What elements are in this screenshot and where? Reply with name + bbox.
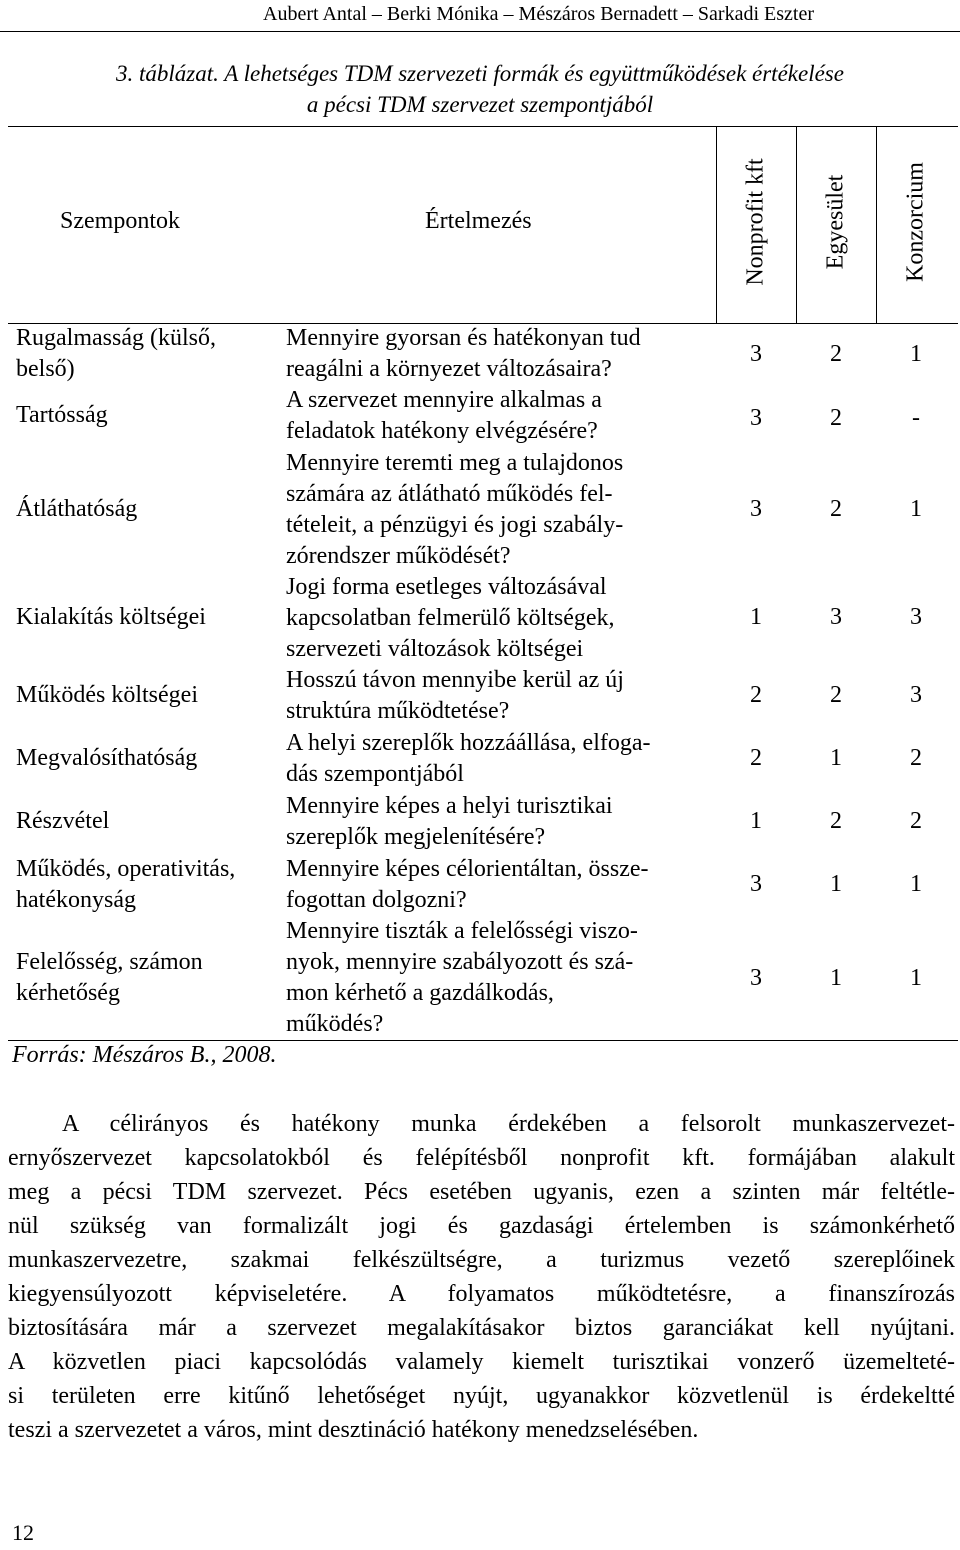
header-aspects: Szempontok: [60, 208, 180, 234]
interpretation-text: feladatok hatékony elvégzésére?: [286, 418, 598, 444]
aspect-cell: [16, 494, 137, 525]
interpretation-text: szervezeti változások költségei: [286, 636, 584, 662]
aspect-text: Tartósság: [16, 402, 108, 428]
score-association: 1: [830, 965, 842, 991]
score-consortium: -: [912, 405, 920, 431]
score-consortium: 2: [910, 808, 922, 834]
interpretation-cell: [286, 916, 638, 1040]
score-nonprofit: 1: [750, 808, 762, 834]
table-bottom-rule: [8, 1040, 958, 1041]
interpretation-text: struktúra működtetése?: [286, 698, 510, 724]
interpretation-text: mon kérhető a gazdálkodás,: [286, 980, 554, 1006]
interpretation-text: Jogi forma esetleges változásával: [286, 574, 607, 600]
score-consortium: 1: [910, 965, 922, 991]
header-nonprofit: Nonprofit kft: [742, 158, 769, 286]
interpretation-cell: [286, 791, 613, 853]
aspect-cell: [16, 854, 235, 916]
interpretation-text: zórendszer működését?: [286, 543, 511, 569]
aspect-text: Részvétel: [16, 808, 110, 834]
score-association: 3: [830, 604, 842, 630]
score-consortium: 1: [910, 341, 922, 367]
header-divider: [716, 126, 717, 323]
interpretation-cell: [286, 728, 651, 790]
paragraph-line: meg a pécsi TDM szervezet. Pécs esetében ugyanis, ezen a szinten már feltétle-: [8, 1179, 955, 1205]
interpretation-text: dás szempontjából: [286, 761, 464, 787]
table-caption-line: 3. táblázat. A lehetséges TDM szervezeti formák és együttműködések értékelése: [116, 61, 844, 86]
interpretation-text: fogottan dolgozni?: [286, 887, 467, 913]
interpretation-text: Mennyire teremti meg a tulajdonos: [286, 450, 624, 476]
score-row: [716, 604, 956, 634]
interpretation-text: A szervezet mennyire alkalmas a: [286, 387, 602, 413]
score-row: [716, 341, 956, 371]
interpretation-cell: [286, 323, 641, 385]
score-row: [716, 745, 956, 775]
paragraph-line: ernyőszervezet kapcsolatokból és felépítésből nonprofit kft. formájában alakult: [8, 1145, 955, 1171]
score-association: 1: [830, 871, 842, 897]
score-nonprofit: 3: [750, 965, 762, 991]
score-nonprofit: 3: [750, 405, 762, 431]
paragraph-line: A közvetlen piaci kapcsolódás valamely kiemelt turisztikai vonzerő üzemelteté-: [8, 1349, 955, 1375]
interpretation-cell: [286, 385, 602, 447]
header-divider: [796, 126, 797, 323]
paragraph-line: munkaszervezetre, szakmai felkészültségre, a turizmus vezető szereplőinek: [8, 1247, 955, 1273]
page-number: 12: [12, 1520, 34, 1545]
paragraph-line: nül szükség van formalizált jogi és gazdasági értelemben is számonkérhető: [8, 1213, 955, 1239]
score-association: 2: [830, 405, 842, 431]
score-association: 2: [830, 496, 842, 522]
score-association: 2: [830, 341, 842, 367]
table-top-rule: [8, 126, 958, 127]
score-nonprofit: 3: [750, 341, 762, 367]
header-interpretation: Értelmezés: [425, 208, 532, 234]
interpretation-cell: [286, 448, 623, 572]
interpretation-text: Mennyire tiszták a felelősségi viszo-: [286, 918, 638, 944]
score-consortium: 1: [910, 496, 922, 522]
table-caption-line: a pécsi TDM szervezet szempontjából: [306, 92, 654, 117]
running-header: [0, 0, 960, 32]
aspect-cell: [16, 806, 109, 837]
running-header-authors: Aubert Antal – Berki Mónika – Mészáros Bernadett – Sarkadi Eszter: [263, 3, 814, 25]
aspect-cell: [16, 602, 206, 633]
interpretation-text: Mennyire gyorsan és hatékonyan tud: [286, 325, 641, 351]
score-nonprofit: 1: [750, 604, 762, 630]
score-consortium: 3: [910, 682, 922, 708]
aspect-cell: [16, 743, 197, 774]
interpretation-text: nyok, mennyire szabályozott és szá-: [286, 949, 634, 975]
interpretation-text: Hosszú távon mennyibe kerül az új: [286, 667, 624, 693]
aspect-text: kérhetőség: [16, 980, 120, 1006]
header-association: Egyesület: [822, 174, 849, 270]
interpretation-text: kapcsolatban felmerülő költségek,: [286, 605, 615, 631]
body-paragraph: [8, 1107, 955, 1447]
interpretation-cell: [286, 572, 615, 665]
paragraph-line: biztosítására már a szervezet megalakításakor biztos garanciákat kell nyújtani.: [8, 1315, 955, 1341]
score-row: [716, 965, 956, 995]
table-caption: [0, 58, 960, 120]
aspect-text: belső): [16, 356, 75, 382]
score-association: 1: [830, 745, 842, 771]
score-row: [716, 871, 956, 901]
score-association: 2: [830, 682, 842, 708]
header-divider: [876, 126, 877, 323]
interpretation-text: működés?: [286, 1011, 384, 1037]
interpretation-text: A helyi szereplők hozzáállása, elfoga-: [286, 730, 651, 756]
paragraph-line: si területen erre kitűnő lehetőséget nyújt, ugyanakkor közvetlenül is érdekeltté: [8, 1383, 955, 1409]
score-association: 2: [830, 808, 842, 834]
interpretation-text: szereplők megjelenítésére?: [286, 824, 546, 850]
score-consortium: 2: [910, 745, 922, 771]
evaluation-table: [0, 126, 960, 1146]
score-nonprofit: 2: [750, 745, 762, 771]
interpretation-text: reagálni a környezet változásaira?: [286, 356, 612, 382]
aspect-cell: [16, 947, 203, 1009]
header-consortium: Konzorcium: [902, 162, 929, 282]
aspect-text: Felelősség, számon: [16, 949, 203, 975]
score-row: [716, 682, 956, 712]
score-consortium: 1: [910, 871, 922, 897]
score-nonprofit: 3: [750, 496, 762, 522]
aspect-text: Átláthatóság: [16, 496, 138, 522]
aspect-text: hatékonyság: [16, 887, 136, 913]
aspect-text: Rugalmasság (külső,: [16, 325, 216, 351]
score-consortium: 3: [910, 604, 922, 630]
interpretation-text: tételeit, a pénzügyi és jogi szabály-: [286, 512, 624, 538]
score-row: [716, 808, 956, 838]
score-nonprofit: 2: [750, 682, 762, 708]
score-row: [716, 405, 956, 435]
interpretation-text: Mennyire képes a helyi turisztikai: [286, 793, 613, 819]
aspect-text: Működés költségei: [16, 682, 198, 708]
aspect-text: Megvalósíthatóság: [16, 745, 198, 771]
paragraph-line: A célirányos és hatékony munka érdekében a felsorolt munkaszervezet-: [62, 1111, 955, 1137]
score-nonprofit: 3: [750, 871, 762, 897]
table-source: Forrás: Mészáros B., 2008.: [12, 1042, 277, 1068]
score-row: [716, 496, 956, 526]
paragraph-line: teszi a szervezetet a város, mint desztináció hatékony menedzselésében.: [8, 1417, 699, 1443]
aspect-text: Kialakítás költségei: [16, 604, 206, 630]
aspect-cell: [16, 323, 216, 385]
paragraph-line: kiegyensúlyozott képviseletére. A folyamatos működtetésre, a finanszírozás: [8, 1281, 955, 1307]
aspect-cell: [16, 680, 198, 711]
interpretation-cell: [286, 665, 624, 727]
aspect-text: Működés, operativitás,: [16, 856, 236, 882]
aspect-cell: [16, 400, 108, 431]
interpretation-text: számára az átlátható működés fel-: [286, 481, 613, 507]
interpretation-cell: [286, 854, 649, 916]
interpretation-text: Mennyire képes célorientáltan, össze-: [286, 856, 649, 882]
